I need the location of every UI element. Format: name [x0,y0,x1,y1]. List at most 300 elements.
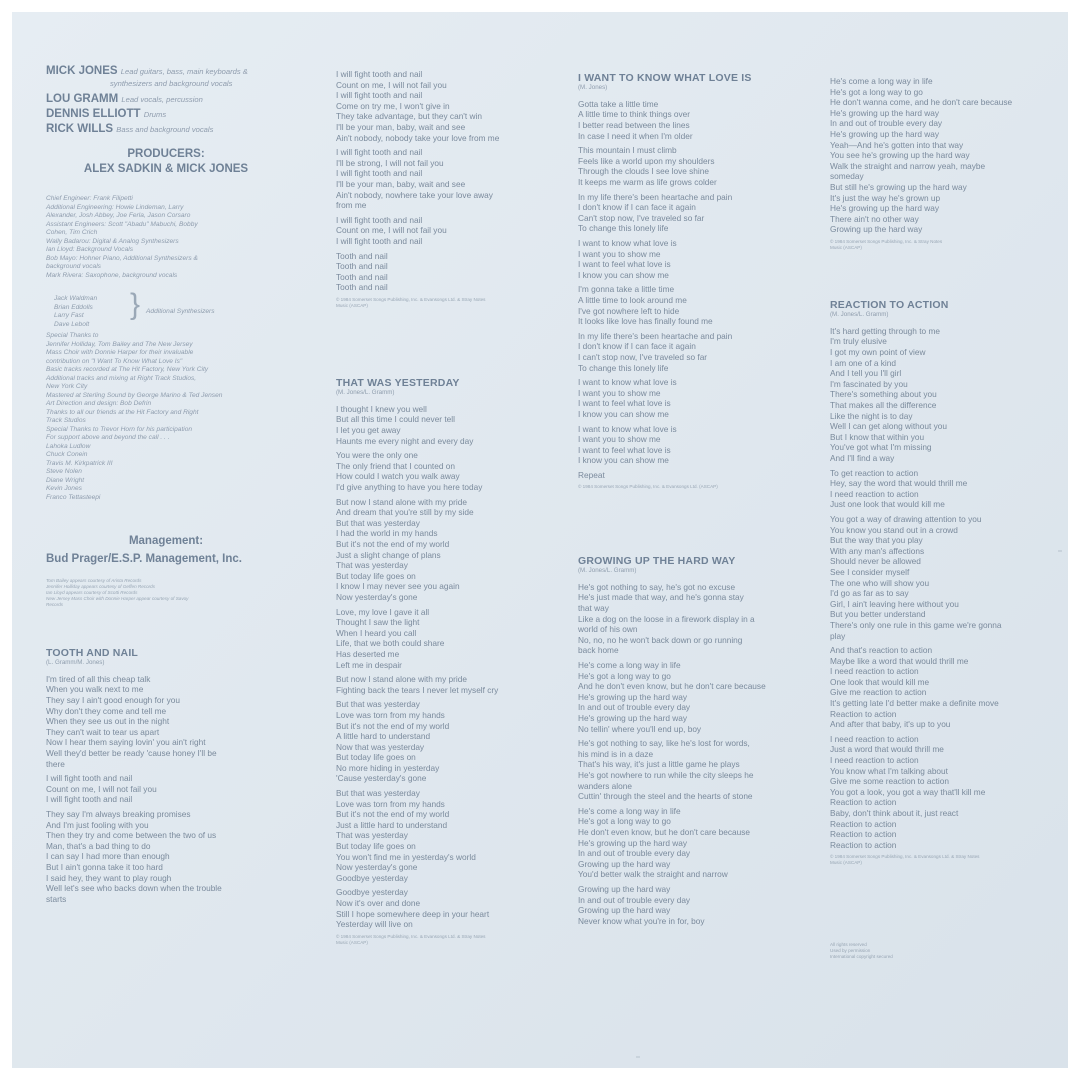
lyric-line: I need reaction to action [830,666,919,677]
text-line: Art Direction and design: Bob Defrin [46,400,152,407]
lyric-line: I let you get away [336,425,401,436]
lyric-stanza [578,424,752,466]
lyric-stanza [578,582,766,656]
lyric-stanza [578,145,752,187]
management-block [46,534,286,567]
lyric-line: Love was torn from my hands [336,709,445,720]
lyric-stanza [336,215,499,247]
lyric-line: He's come a long way in life [578,660,681,671]
lyric-line: I want you to show me [578,248,661,259]
lyric-line: there [46,758,65,769]
lyric-line: But that was yesterday [336,699,420,710]
text-line: Chief Engineer: Frank Filipetti [46,195,133,202]
lyric-line: I'll be your man, baby, wait and see [336,178,466,189]
text-line: New Jersey Mass Choir with Donnie Harper appear courtesy of Savoy [46,596,189,601]
lyric-line: He's got a long way to go [830,86,923,97]
text-line: © 1984 Somerset Songs Publishing, Inc. & Evansongs Ltd. & Stray Notes [336,933,486,939]
lyric-stanza [578,192,752,234]
lyric-line: Like a dog on the loose in a firework display in a [578,613,755,624]
lyric-line: With any man's affections [830,545,925,556]
song-copyright [830,854,1002,866]
lyric-stanza [578,331,752,373]
lyric-stanza [830,76,1012,235]
text-line: Ian Lloyd: Background Vocals [46,246,133,253]
producers-names: ALEX SADKIN & MICK JONES [83,163,249,175]
lyric-stanza [578,738,766,802]
lyric-line: Has deserted me [336,648,400,659]
lyric-stanza [336,887,498,929]
lyric-line: Should never be allowed [830,556,921,567]
lyric-line: wanders alone [578,780,632,791]
lyric-line: I need reaction to action [830,733,919,744]
text-line: Jennifer Holliday, Tom Bailey and The New Jersey [46,340,193,348]
lyric-line: That makes all the difference [830,400,937,411]
lyric-line: back home [578,645,619,656]
lyric-line: I want to know what love is [578,423,677,434]
lyric-line: In my life there's been heartache and pain [578,191,733,202]
song-copyright [830,239,1012,251]
lyric-stanza [336,674,498,695]
lyric-line: But it's not the end of my world [336,809,450,820]
text-line: Music (ASCAP) [336,302,368,308]
lyric-stanza [578,806,766,880]
album-sleeve [12,12,1068,1068]
lyric-line: Thought I saw the light [336,617,420,628]
lyric-line: Never know what you're in for, boy [578,915,705,926]
lyric-stanza [830,645,1002,730]
lyric-stanza [336,699,498,784]
song-lyrics [578,582,766,926]
lyric-line: You'd better walk the straight and narrow [578,869,728,880]
text-line: Basic tracks recorded at The Hit Factory, New York City [46,366,209,373]
song-title: REACTION TO ACTION [830,299,949,311]
text-line: Ian Lloyd appears courtesy of Scotti Records [46,590,138,595]
lyric-stanza [336,788,498,883]
text-line: Cohen, Tim Crich [46,229,98,236]
lyric-line: Repeat [578,469,605,480]
song-lyrics [46,674,222,904]
lyric-line: I will fight tooth and nail [46,794,133,805]
text-line: © 1984 Somerset Songs Publishing, Inc. & Evansongs Ltd. (ASCAP) [578,484,718,490]
text-line: Track Studios [46,417,86,424]
lyric-line: And dream that you're still by my side [336,507,474,518]
text-line: Music (ASCAP) [830,860,862,866]
lyric-line: He's just made that way, and he's gonna stay [578,592,744,603]
lyric-line: To change this lonely life [578,223,669,234]
song-tooth-and-nail-continued [336,69,499,309]
lyric-stanza [578,377,752,419]
lyric-line: Reaction to action [830,839,897,850]
lyric-line: You won't find me in yesterday's world [336,851,476,862]
lyric-line: I don't know if I can face it again [578,202,696,213]
lyric-line: He's got nothing to say, like he's lost for words, [578,738,750,749]
lyric-line: Tooth and nail [336,282,388,293]
text-line: Special Thanks to [46,332,99,339]
text-line: Brian Eddolls [54,303,93,311]
lyric-line: I will fight tooth and nail [336,90,423,101]
lyric-line: In and out of trouble every day [578,702,691,713]
lyric-line: that way [578,603,609,614]
text-line: Special Thanks to Trevor Horn for his participation [46,425,193,433]
text-line: Jack Waldman [54,295,98,302]
band-member: MICK JONES Lead guitars, bass, main keyboards & [46,65,248,77]
text-line: © 1984 Somerset Songs Publishing, Inc. & Stray Notes [830,238,943,244]
lyric-line: A little time to think things over [578,109,691,120]
lyric-line: I know you can show me [578,455,669,466]
lyric-line: A little time to look around me [578,294,687,305]
lyric-line: I can't stop now, I've traveled so far [578,351,708,362]
scuff-mark [636,1056,640,1058]
lyric-line: That was yesterday [336,560,408,571]
text-line: Lahoka Ludlow [46,442,91,450]
lyric-line: Tooth and nail [336,261,388,272]
lyric-line: I will fight tooth and nail [336,214,423,225]
lyric-line: To change this lonely life [578,362,669,373]
lyric-line: But still he's growing up the hard way [830,181,967,192]
lyric-line: I better read between the lines [578,120,690,131]
lyric-line: I'm gonna take a little time [578,284,675,295]
lyric-line: When I heard you call [336,627,417,638]
lyric-line: Ain't nobody, nowhere take your love away [336,189,493,200]
lyric-line: In and out of trouble every day [578,848,691,859]
lyric-line: I want to feel what love is [578,259,671,270]
lyric-line: He don't even know, but he don't care because [578,826,750,837]
lyric-line: That's his way, it's just a little game he plays [578,759,740,770]
lyric-line: And I'll find a way [830,453,895,464]
band-member-role: synthesizers and background vocals [110,79,233,88]
lyric-line: But you better understand [830,609,926,620]
lyric-line: And I'm just fooling with you [46,819,149,830]
lyric-line: I know I may never see you again [336,581,460,592]
song-growing-up-continued [830,76,1012,251]
lyric-stanza [336,404,498,446]
lyric-line: No, no, no he won't back down or go running [578,634,743,645]
lyric-line: Like the night is to day [830,410,913,421]
lyric-line: There's only one rule in this game we're gonna [830,619,1002,630]
lyric-line: Yesterday will live on [336,919,413,930]
lyric-line: Count on me, I will not fail you [46,783,157,794]
lyric-line: Now that was yesterday [336,741,425,752]
lyric-line: I want you to show me [578,434,661,445]
text-line: Wally Badarou: Digital & Analog Synthesizers [46,237,179,245]
lyric-line: Come on try me, I won't give in [336,100,450,111]
text-line: Used by permission [830,948,871,953]
lyric-line: I'd go as far as to say [830,588,909,599]
lyric-line: Left me in despair [336,659,402,670]
lyric-line: I said hey, they want to play rough [46,872,172,883]
text-line: Music (ASCAP) [830,244,862,250]
lyric-line: Growing up the hard way [578,905,671,916]
lyric-line: Why don't they come and tell me [46,705,167,716]
lyric-line: Love was torn from my hands [336,798,445,809]
lyric-line: To get reaction to action [830,467,919,478]
lyric-line: He's come a long way in life [830,76,933,86]
song-lyrics [336,69,499,293]
lyric-line: Then they try and come between the two of us [46,830,217,841]
lyric-line: Growing up the hard way [578,858,671,869]
lyric-line: And after that baby, it's up to you [830,719,951,730]
lyric-stanza [578,284,752,326]
text-line: All rights reserved [830,942,867,947]
lyric-line: He's got nothing to say, he's got no excuse [578,581,736,592]
lyric-line: They take advantage, but they can't win [336,111,482,122]
lyric-line: Well they'd better be ready 'cause honey I'll be [46,748,217,759]
lyric-line: It's getting late I'd better make a definite move [830,698,999,709]
lyric-line: The one who will show you [830,577,930,588]
lyric-line: Just a slight change of plans [336,549,441,560]
lyric-line: Count on me, I will not fail you [336,79,447,90]
lyric-line: I'll be strong, I will not fail you [336,157,444,168]
lyric-line: And he don't even know, but he don't care because [578,681,766,692]
lyric-line: I want to know what love is [578,238,677,249]
song-lyrics [578,99,752,481]
lyric-stanza [830,734,1002,851]
management-heading: Management: [128,535,204,547]
lyric-line: Now yesterday's gone [336,862,418,873]
lyric-line: I need reaction to action [830,488,919,499]
text-line: Dave Lebolt [54,320,90,328]
lyric-line: A little hard to understand [336,731,431,742]
text-line: Alexander, Josh Abbey, Joe Ferla, Jason Corsaro [46,212,191,219]
lyric-stanza [578,884,766,926]
lyric-line: He's got a long way to go [578,670,671,681]
lyric-line: I had the world in my hands [336,528,438,539]
lyric-line: Girl, I ain't leaving here without you [830,598,959,609]
lyric-line: I need reaction to action [830,755,919,766]
lyric-line: Now yesterday's gone [336,591,418,602]
lyric-line: play [830,630,846,641]
lyric-line: I know you can show me [578,408,669,419]
lyric-line: In case I need it when I'm older [578,130,693,141]
song-writers: (M. Jones/L. Gramm) [830,310,889,318]
text-line: Mark Rivera: Saxophone, background vocals [46,271,178,279]
lyric-stanza [46,674,222,769]
lyric-stanza [578,660,766,734]
band-member: DENNIS ELLIOTT Drums [46,108,167,120]
lyric-line: I know you can show me [578,269,669,280]
lyric-line: How could I watch you walk away [336,471,460,482]
lyric-line: I want you to show me [578,387,661,398]
text-line: Music (ASCAP) [336,939,368,945]
song-title: GROWING UP THE HARD WAY [578,555,736,567]
lyric-line: He don't wanna come, and he don't care because [830,97,1013,108]
lyric-line: But that was yesterday [336,788,420,799]
lyric-line: You got a look, you got a way that'll kill me [830,786,986,797]
lyric-line: But now I stand alone with my pride [336,496,467,507]
lyric-stanza [578,99,752,141]
lyric-line: Goodbye yesterday [336,887,408,898]
song-i-want-to-know-what-love-is [578,73,752,490]
text-line: Records [46,602,64,607]
lyric-line: Man, that's a bad thing to do [46,840,151,851]
lyric-line: Yeah—And he's gotten into that way [830,139,964,150]
lyric-line: I want to feel what love is [578,444,671,455]
lyric-line: Just a word that would thrill me [830,744,944,755]
lyric-line: Tooth and nail [336,271,388,282]
lyric-line: In and out of trouble every day [830,118,943,129]
song-writers: (M. Jones) [578,83,608,91]
lyric-line: But now I stand alone with my pride [336,674,467,685]
lyric-line: One look that would kill me [830,676,930,687]
lyric-line: That was yesterday [336,830,408,841]
lyric-line: Gotta take a little time [578,98,659,109]
lyric-line: Reaction to action [830,829,897,840]
song-copyright [578,484,752,490]
lyric-line: And that's reaction to action [830,645,933,656]
text-line: Mastered at Sterling Sound by George Marino & Ted Jensen [46,391,223,399]
lyric-line: In and out of trouble every day [578,894,691,905]
lyric-line: Hey, say the word that would thrill me [830,478,968,489]
band-member: LOU GRAMM Lead vocals, percussion [46,93,203,105]
lyric-line: He's come a long way in life [578,805,681,816]
song-title: I WANT TO KNOW WHAT LOVE IS [578,72,752,84]
lyric-line: I don't know if I can face it again [578,341,696,352]
lyric-line: There's something about you [830,389,937,400]
lyric-line: someday [830,171,864,182]
lyric-line: Just a little hard to understand [336,819,448,830]
lyric-line: He's growing up the hard way [578,691,688,702]
song-lyrics [336,404,498,930]
lyric-stanza [830,468,1002,510]
band-members [46,64,248,137]
lyric-line: It's hard getting through to me [830,325,940,336]
song-copyright [336,934,498,946]
song-copyright [336,297,499,309]
lyric-line: Just one look that would kill me [830,499,945,510]
synth-players [54,295,97,329]
text-line: Jennifer Holliday appears courtesy of Geffen Records [46,584,156,589]
song-tooth-and-nail [46,648,222,908]
song-lyrics [830,76,1012,235]
song-writers: (M. Jones/L. Gramm) [578,566,637,574]
text-line: Bob Mayo: Hohner Piano, Additional Synthesizers & [46,254,198,262]
lyric-line: world of his own [578,624,638,635]
lyric-line: Reaction to action [830,708,897,719]
text-line: Tom Bailey appears courtesy of Arista Records [46,578,142,583]
song-writers: (M. Jones/L. Gramm) [336,388,395,396]
lyric-line: Growing up the hard way [830,224,923,235]
lyric-line: You know what I'm talking about [830,765,948,776]
text-line: contribution on "I Want To Know What Love Is" [46,357,183,365]
brace: } [130,288,141,321]
text-line: Assistant Engineers: Scott "Abadu" Mabuchi, Bobby [46,220,198,228]
lyric-line: He's growing up the hard way [830,128,940,139]
lyric-line: I want to feel what love is [578,398,671,409]
band-member: RICK WILLS Bass and background vocals [46,123,214,135]
lyric-line: He's got nowhere to run while the city sleeps he [578,769,754,780]
lyric-line: his mind is in a daze [578,748,654,759]
lyric-line: I got my own point of view [830,347,926,358]
song-title: THAT WAS YESTERDAY [336,377,460,389]
lyric-line: Through the clouds I see love shine [578,166,709,177]
song-growing-up-the-hard-way [578,556,766,930]
lyric-line: But the way that you play [830,535,923,546]
lyric-line: He's growing up the hard way [830,107,940,118]
lyric-line: You see he's growing up the hard way [830,150,970,161]
engineering-credits [46,195,198,280]
lyric-line: I am one of a kind [830,357,896,368]
lyric-line: Count on me, I will not fail you [336,225,447,236]
management-name: Bud Prager/E.S.P. Management, Inc. [46,553,242,565]
lyric-line: 'Cause yesterday's gone [336,773,427,784]
lyric-line: See I consider myself [830,566,910,577]
song-lyrics [830,326,1002,851]
lyric-line: This mountain I must climb [578,145,677,156]
lyric-line: Now it's over and done [336,898,421,909]
lyric-stanza [830,514,1002,641]
lyric-stanza [336,69,499,143]
lyric-line: But I know that within you [830,431,925,442]
lyric-line: Give me reaction to action [830,687,927,698]
lyric-line: No tellin' where you'll end up, boy [578,723,702,734]
lyric-line: They say I ain't good enough for you [46,695,180,706]
lyric-stanza [830,326,1002,464]
text-line: New York City [46,383,88,390]
text-line: For support above and beyond the call . . . [46,434,170,441]
lyric-line: You've got what I'm missing [830,442,932,453]
lyric-line: But today life goes on [336,570,416,581]
lyric-line: from me [336,200,367,211]
lyric-stanza [46,809,222,904]
lyric-line: Well I can get along without you [830,421,947,432]
lyric-line: In my life there's been heartache and pain [578,330,733,341]
lyric-line: Well let's see who backs down when the trouble [46,883,222,894]
lyric-line: Growing up the hard way [578,883,671,894]
lyric-line: I want to know what love is [578,377,677,388]
lyric-line: Still I hope somewhere deep in your heart [336,908,490,919]
lyric-line: I will fight tooth and nail [46,773,133,784]
text-line: Additional Engineering: Howie Lindeman, Larry [46,203,184,211]
text-line: Steve Nolen [46,468,82,475]
lyric-line: They can't wait to tear us apart [46,726,160,737]
text-line: background vocals [46,263,101,270]
text-line: Mass Choir with Donnie Harper for their invaluable [46,349,194,356]
lyric-line: The only friend that I counted on [336,460,456,471]
lyric-stanza [336,251,499,293]
lyric-line: I will fight tooth and nail [336,235,423,246]
lyric-line: But it's not the end of my world [336,720,450,731]
lyric-line: I can say I had more than enough [46,851,170,862]
text-line: Larry Fast [54,312,84,319]
lyric-stanza [336,147,499,211]
song-writers: (L. Gramm/M. Jones) [46,658,105,666]
text-line: Thanks to all our friends at the Hit Factory and Right [46,408,199,416]
lyric-line: He's growing up the hard way [578,713,688,724]
text-line: Franco Tettasteepi [46,493,101,501]
lyric-line: Haunts me every night and every day [336,435,474,446]
lyric-line: And I tell you I'll girl [830,368,902,379]
lyric-line: I'm tired of all this cheap talk [46,673,151,684]
text-line: Additional tracks and mixing at Right Track Studios, [46,374,197,382]
rights-notice [830,942,893,960]
text-line: © 1984 Somerset Songs Publishing, Inc. & Evansongs Ltd. & Stray Notes [336,296,486,302]
lyric-line: I'm fascinated by you [830,378,908,389]
text-line: Diane Wright [46,476,85,484]
lyric-line: I will fight tooth and nail [336,69,423,79]
lyric-line: He's growing up the hard way [578,837,688,848]
text-line: International copyright secured [830,954,893,959]
lyric-line: He's got a long way to go [578,816,671,827]
producers-heading: PRODUCERS: [127,148,205,160]
lyric-line: It keeps me warm as life grows colder [578,177,717,188]
lyric-line: Feels like a world upon my shoulders [578,155,715,166]
lyric-stanza [46,773,222,805]
lyric-line: Baby, don't think about it, just react [830,808,959,819]
song-reaction-to-action [830,300,1002,866]
lyric-line: When they see us out in the night [46,716,170,727]
lyric-line: It's just the way he's grown up [830,192,941,203]
lyric-line: I thought I knew you well [336,403,427,414]
